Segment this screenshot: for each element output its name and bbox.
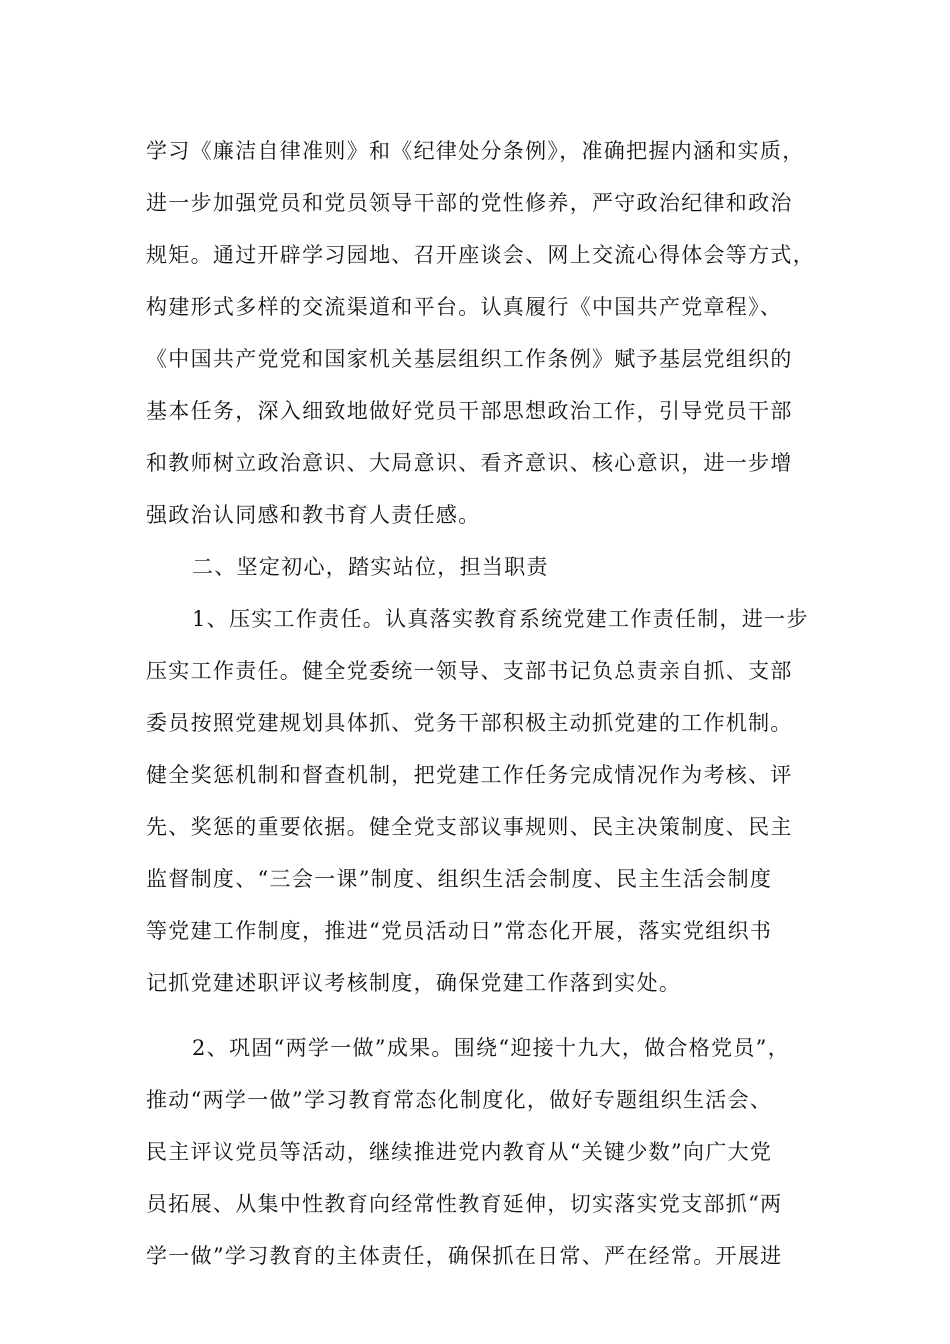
text-line: 学一做”学习教育的主体责任，确保抓在日常、严在经常。开展进 <box>146 1244 783 1268</box>
text-line: 监督制度、“三会一课”制度、组织生活会制度、民主生活会制度 <box>146 867 773 891</box>
text-line: 记抓党建述职评议考核制度，确保党建工作落到实处。 <box>146 971 682 995</box>
text-line: 推动“两学一做”学习教育常态化制度化，做好专题组织生活会、 <box>146 1088 773 1112</box>
text-line: 等党建工作制度，推进“党员活动日”常态化开展，落实党组织书 <box>146 919 773 943</box>
text-line: 压实工作责任。健全党委统一领导、支部书记负总责亲自抓、支部 <box>146 659 793 683</box>
text-line: 基本任务，深入细致地做好党员干部思想政治工作，引导党员干部 <box>146 399 793 423</box>
text-line: 1、压实工作责任。认真落实教育系统党建工作责任制，进一步 <box>192 607 809 631</box>
text-line: 民主评议党员等活动，继续推进党内教育从“关键少数”向广大党 <box>146 1140 773 1164</box>
text-line: 委员按照党建规划具体抓、党务干部积极主动抓党建的工作机制。 <box>146 711 793 735</box>
text-line: 和教师树立政治意识、大局意识、看齐意识、核心意识，进一步增 <box>146 451 793 475</box>
section-heading: 二、坚定初心，踏实站位，担当职责 <box>192 555 549 579</box>
text-line: 员拓展、从集中性教育向经常性教育延伸，切实落实党支部抓“两 <box>146 1192 783 1216</box>
text-line: 先、奖惩的重要依据。健全党支部议事规则、民主决策制度、民主 <box>146 815 793 839</box>
text-line: 《中国共产党党和国家机关基层组织工作条例》赋予基层党组织的 <box>146 347 793 371</box>
text-line: 学习《廉洁自律准则》和《纪律处分条例》，准确把握内涵和实质， <box>146 139 805 163</box>
text-line: 2、巩固“两学一做”成果。围绕“迎接十九大，做合格党员”， <box>192 1036 791 1060</box>
text-line: 规矩。通过开辟学习园地、召开座谈会、网上交流心得体会等方式， <box>146 243 815 267</box>
text-line: 进一步加强党员和党员领导干部的党性修养，严守政治纪律和政治 <box>146 191 793 215</box>
text-line: 健全奖惩机制和督查机制，把党建工作任务完成情况作为考核、评 <box>146 763 793 787</box>
text-line: 构建形式多样的交流渠道和平台。认真履行《中国共产党章程》、 <box>146 295 783 319</box>
text-line: 强政治认同感和教书育人责任感。 <box>146 503 481 527</box>
